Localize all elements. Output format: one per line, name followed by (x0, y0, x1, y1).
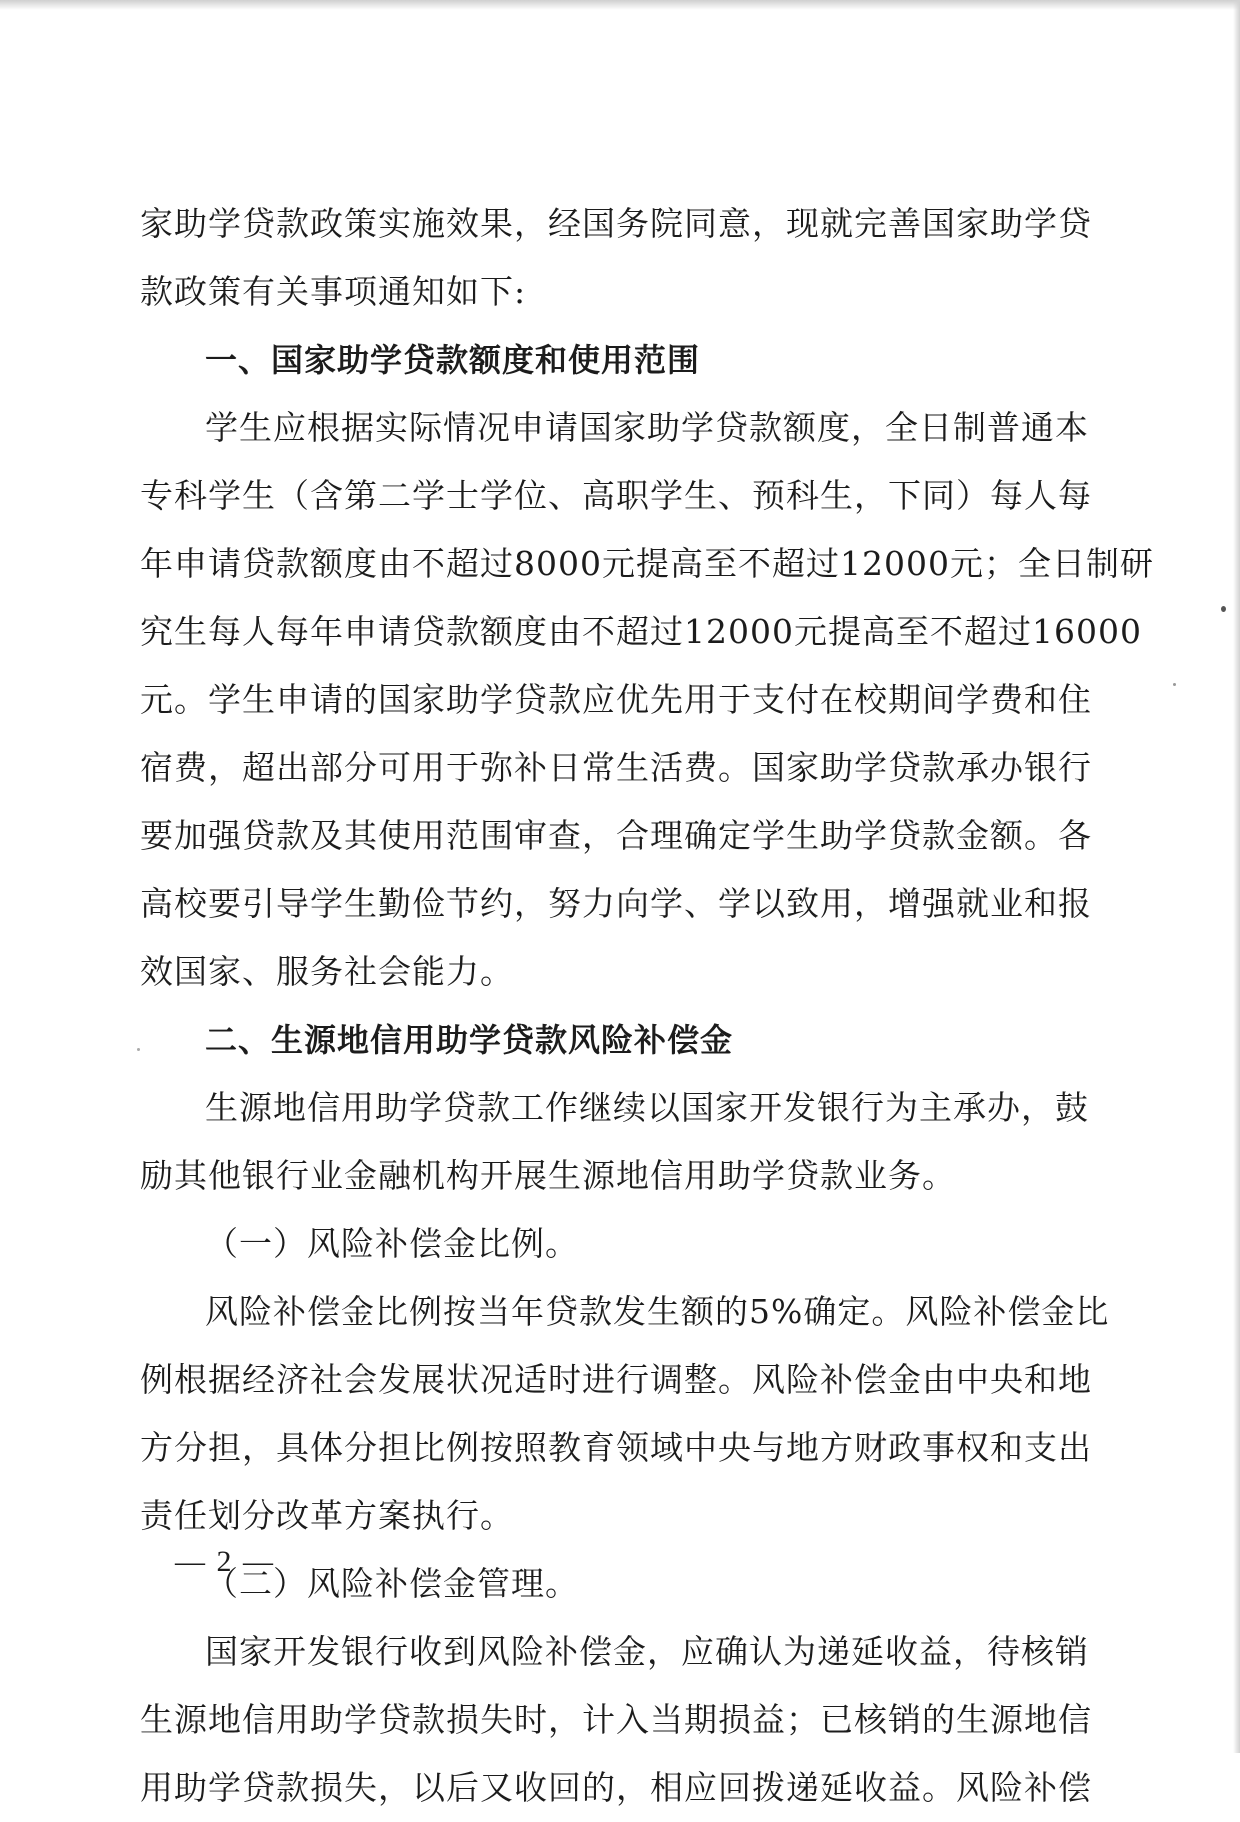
paragraph-first-line: 学 生 应 根 据 实 际 情 况 申 请 国 家 助 学 贷 款 额 度 ， 全 日 制 普 通 本 (205, 408, 1089, 447)
paragraph-last-line: 款政策有关事项通知如下: (140, 272, 527, 311)
paragraph-line: 高 校 要 引 导 学 生 勤 俭 节 约 ， 努 力 向 学 、 学 以 致 用 ， 增 强 就 业 和 报 (140, 884, 1092, 923)
scan-speck (1173, 683, 1176, 686)
scan-speck (137, 1048, 140, 1051)
subsection-heading: （一）风险补偿金比例。 (205, 1224, 579, 1263)
paragraph-first-line: 生 源 地 信 用 助 学 贷 款 工 作 继 续 以 国 家 开 发 银 行 为 主 承 办 ， 鼓 (205, 1088, 1089, 1127)
section-heading: 二、生源地信用助学贷款风险补偿金 (205, 1021, 734, 1059)
paragraph-line: 宿 费 ， 超 出 部 分 可 用 于 弥 补 日 常 生 活 费 。 国 家 助 学 贷 款 承 办 银 行 (140, 748, 1092, 787)
paragraph-line: 究 生 每 人 每 年 申 请 贷 款 额 度 由 不 超 过 12000 元 提 高 至 不 超 过 16000 (140, 612, 1142, 651)
scan-edge-top (0, 0, 1240, 10)
subsection-heading: （二）风险补偿金管理。 (205, 1564, 579, 1603)
paragraph-line: 生 源 地 信 用 助 学 贷 款 损 失 时 ， 计 入 当 期 损 益 ； 已 核 销 的 生 源 地 信 (140, 1700, 1092, 1739)
page-number: — 2 — (175, 1545, 275, 1578)
paragraph-last-line: 效国家、服务社会能力。 (140, 952, 514, 991)
paragraph-first-line: 风 险 补 偿 金 比 例 按 当 年 贷 款 发 生 额 的 5% 确 定 。 风 险 补 偿 金 比 (205, 1292, 1110, 1331)
paragraph-line: 年 申 请 贷 款 额 度 由 不 超 过 8000 元 提 高 至 不 超 过 12000 元 ； 全 日 制 研 (140, 544, 1154, 583)
scan-edge-right (1233, 0, 1240, 1753)
paragraph-line: 要 加 强 贷 款 及 其 使 用 范 围 审 查 ， 合 理 确 定 学 生 助 学 贷 款 金 额 。 各 (140, 816, 1092, 855)
scan-speck (1221, 606, 1226, 612)
paragraph-line: 例 根 据 经 济 社 会 发 展 状 况 适 时 进 行 调 整 。 风 险 补 偿 金 由 中 央 和 地 (140, 1360, 1092, 1399)
document-body (140, 190, 1154, 1822)
paragraph-line: 家 助 学 贷 款 政 策 实 施 效 果 ， 经 国 务 院 同 意 ， 现 就 完 善 国 家 助 学 贷 (140, 204, 1092, 243)
paragraph-line: 专 科 学 生 （ 含 第 二 学 士 学 位 、 高 职 学 生 、 预 科 生 ， 下 同 ） 每 人 每 (140, 476, 1092, 515)
paragraph-last-line: 责任划分改革方案执行。 (140, 1496, 514, 1535)
section-heading: 一、国家助学贷款额度和使用范围 (205, 341, 701, 379)
paragraph-line: 方 分 担 ， 具 体 分 担 比 例 按 照 教 育 领 域 中 央 与 地 方 财 政 事 权 和 支 出 (140, 1428, 1092, 1467)
paragraph-line: 元 。 学 生 申 请 的 国 家 助 学 贷 款 应 优 先 用 于 支 付 在 校 期 间 学 费 和 住 (140, 680, 1092, 719)
paragraph-first-line: 国 家 开 发 银 行 收 到 风 险 补 偿 金 ， 应 确 认 为 递 延 收 益 ， 待 核 销 (205, 1632, 1089, 1671)
paragraph-last-line: 励其他银行业金融机构开展生源地信用助学贷款业务。 (140, 1156, 956, 1195)
paragraph-line: 用 助 学 贷 款 损 失 ， 以 后 又 收 回 的 ， 相 应 回 拨 递 延 收 益 。 风 险 补 偿 (140, 1768, 1092, 1807)
